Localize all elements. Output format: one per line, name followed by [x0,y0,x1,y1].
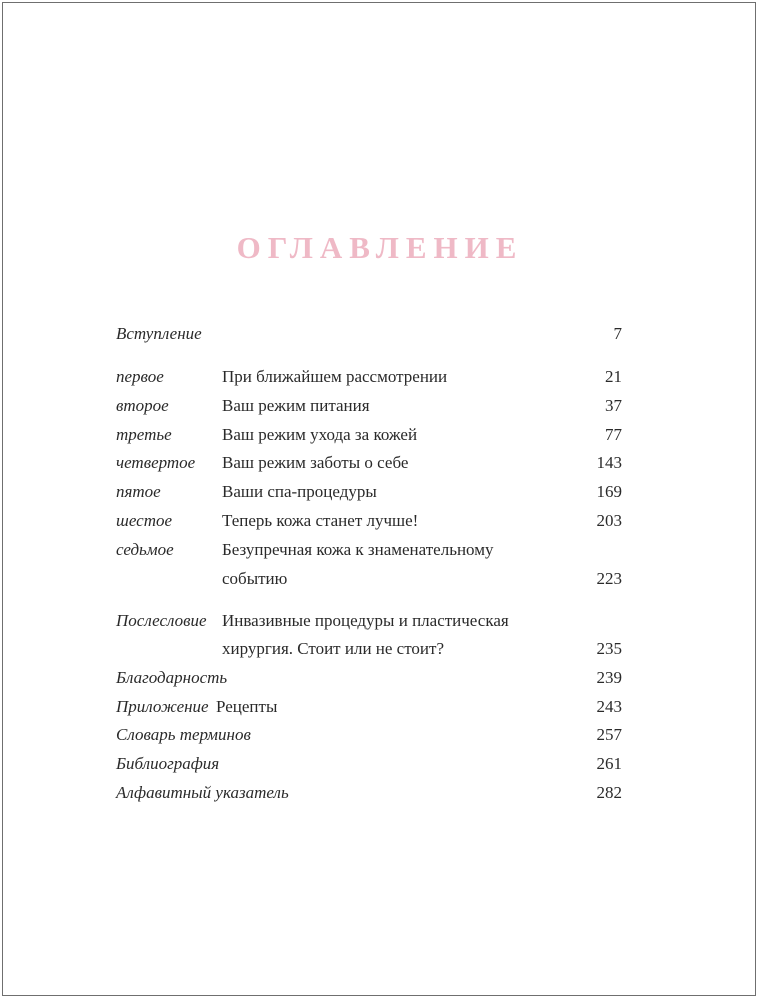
toc-entry-intro [116,319,622,348]
toc-entry-afterword-continued [116,634,622,663]
toc-chapter-title-line-2: хирургия. Стоит или не стоит? [222,639,445,658]
toc-entry-index [116,778,622,807]
toc-chapter-title: Ваши спа-процедуры [222,482,377,501]
toc-page-number: 257 [596,725,622,744]
toc-entry-chapter-5 [116,477,622,506]
toc-page-number: 239 [596,668,622,687]
toc-label: Благодарность [116,668,228,687]
toc-page-number: 282 [596,783,622,802]
toc-page-number: 203 [596,511,622,530]
toc-label: второе [116,396,169,415]
toc-entry-bibliography [116,749,622,778]
toc-entry-chapter-2 [116,391,622,420]
toc-entry-glossary [116,720,622,749]
toc-chapter-title: Рецепты [216,697,278,716]
toc-entry-chapter-7-continued [116,564,622,593]
toc-chapter-title: Ваш режим питания [222,396,370,415]
toc-title: ОГЛАВЛЕНИЕ [236,230,524,265]
toc-chapter-title-line-2: событию [222,569,288,588]
toc-entry-chapter-7 [116,535,622,564]
toc-entry-chapter-3 [116,420,622,449]
toc-page-number: 223 [596,569,622,588]
toc-label: Алфавитный указатель [116,783,289,802]
toc-label: Библиография [116,754,220,773]
toc-label: седьмое [116,540,174,559]
toc-entry-appendix [116,692,622,721]
toc-chapter-title: Теперь кожа станет лучше! [222,511,419,530]
toc-page-number: 261 [596,754,622,773]
toc-entry-acknowledgements [116,663,622,692]
toc-entry-chapter-4 [116,448,622,477]
toc-label: Словарь терминов [116,725,251,744]
toc-chapter-title: Ваш режим заботы о себе [222,453,409,472]
toc-label: третье [116,425,172,444]
toc-chapter-title-line-1: Безупречная кожа к знаменательному [222,540,494,559]
toc-label: пятое [116,482,161,501]
toc-page-number: 37 [605,396,622,415]
toc-label: четвертое [116,453,196,472]
toc-page-number: 243 [596,697,622,716]
toc-page-number: 21 [605,367,622,386]
toc-label: шестое [116,511,173,530]
toc-page-number: 235 [596,639,622,658]
toc-page-number: 77 [605,425,622,444]
toc-chapter-title: Ваш режим ухода за кожей [222,425,418,444]
toc-label: первое [116,367,164,386]
toc-entry-chapter-1 [116,362,622,391]
toc-label: Приложение [116,697,209,716]
toc-label: Послесловие [116,611,207,630]
toc-page-number: 143 [596,453,622,472]
toc-label: Вступление [116,324,202,343]
toc-chapter-title: При ближайшем рассмотрении [222,367,448,386]
toc-chapter-title-line-1: Инвазивные процедуры и пластическая [222,611,509,630]
toc-page-number: 169 [596,482,622,501]
toc-entry-afterword [116,606,622,635]
toc-page-number: 7 [613,324,622,343]
toc-entry-chapter-6 [116,506,622,535]
